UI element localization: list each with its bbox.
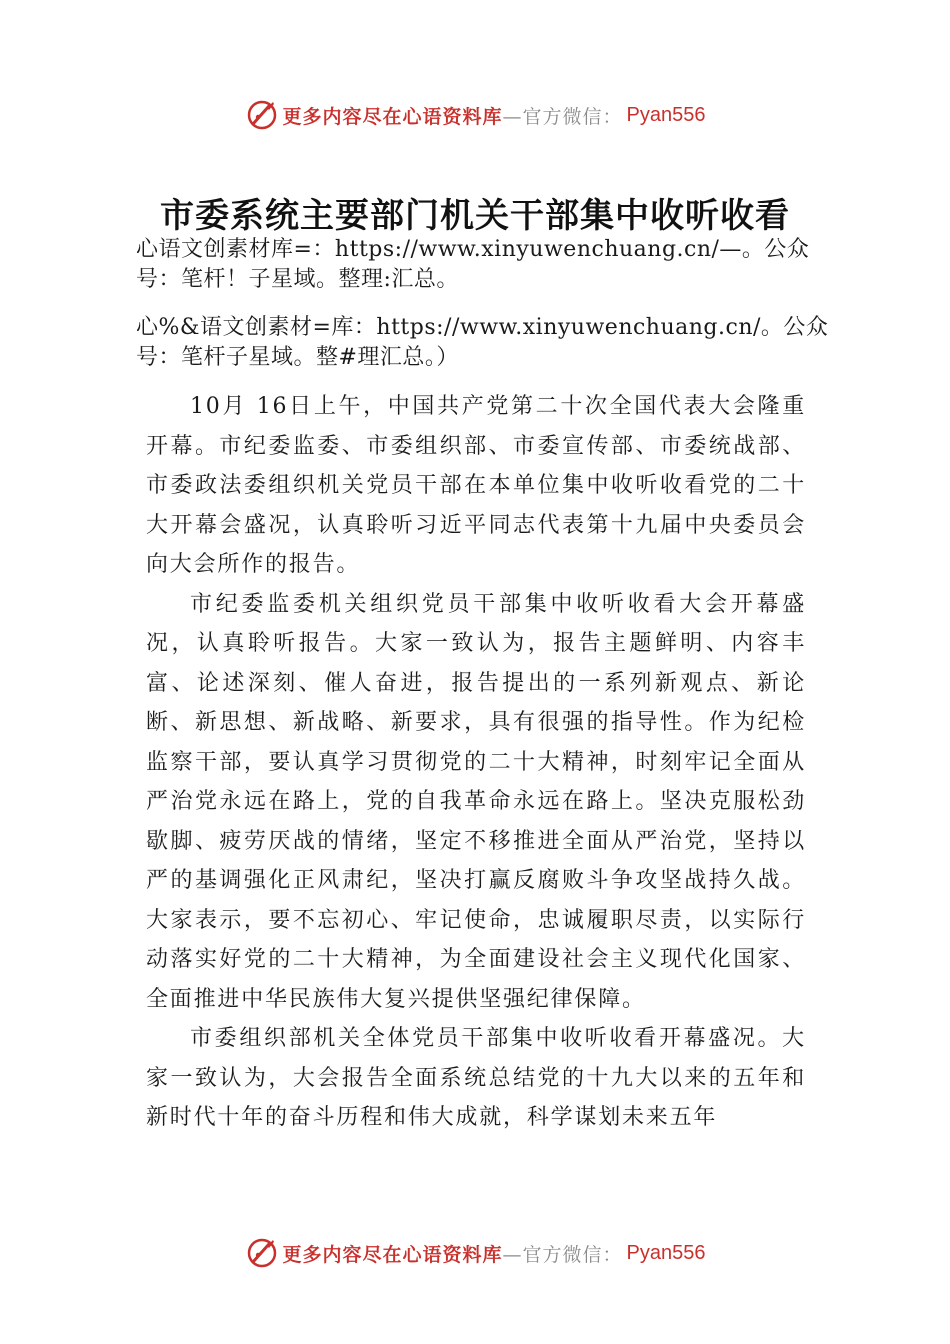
watermark-gray-text: —官方微信： <box>502 1243 623 1266</box>
watermark-red-text: 更多内容尽在心语资料库 <box>282 1243 503 1266</box>
watermark-wechat-id: Pyan556 <box>626 103 706 126</box>
watermark-banner-bottom <box>0 1233 950 1273</box>
paragraph: 10月 16日上午，中国共产党第二十次全国代表大会隆重开幕。市纪委监委、市委组织部、市委宣传部、市委统战部、市委政法委组织机关党员干部在本单位集中收听收看党的二十大开幕会盛况，认真聆听习近平同志代表第十九届中央委员会向大会所作的报告。 <box>146 394 806 577</box>
paragraph: 市委组织部机关全体党员干部集中收听收看开幕盛况。大家一致认为，大会报告全面系统总结党的十九大以来的五年和新时代十年的奋斗历程和伟大成就，科学谋划未来五年 <box>146 1026 806 1130</box>
source-note-1: 心语文创素材库=：https://www.xinyuwenchuang.cn/—。公众号：笔杆！子星域。整理:汇总。 <box>136 237 810 292</box>
watermark-banner-top <box>0 95 950 135</box>
watermark-wechat-id: Pyan556 <box>626 1241 706 1264</box>
watermark-gray-text: —官方微信： <box>502 105 623 128</box>
document-title: 市委系统主要部门机关干部集中收听收看 <box>160 196 790 236</box>
paragraph: 市纪委监委机关组织党员干部集中收听收看大会开幕盛况，认真聆听报告。大家一致认为，报告主题鲜明、内容丰富、论述深刻、催人奋进，报告提出的一系列新观点、新论断、新思想、新战略、新要求，具有很强的指导性。作为纪检监察干部，要认真学习贯彻党的二十大精神，时刻牢记全面从严治党永远在路上，党的自我革命永远在路上。坚决克服松劲歇脚、疲劳厌战的情绪，坚定不移推进全面从严治党，坚持以严的基调强化正风肃纪，坚决打赢反腐败斗争攻坚战持久战。大家表示，要不忘初心、牢记使命，忠诚履职尽责，以实际行动落实好党的二十大精神，为全面建设社会主义现代化国家、全面推进中华民族伟大复兴提供坚强纪律保障。 <box>146 591 806 1012</box>
watermark-red-text: 更多内容尽在心语资料库 <box>282 105 503 128</box>
article-body <box>146 387 806 1138</box>
source-note-2: 心%&语文创素材=库：https://www.xinyuwenchuang.cn/。公众号：笔杆子星域。整#理汇总。） <box>136 315 829 370</box>
brush-logo-icon <box>245 98 279 132</box>
brush-logo-icon <box>245 1236 279 1270</box>
